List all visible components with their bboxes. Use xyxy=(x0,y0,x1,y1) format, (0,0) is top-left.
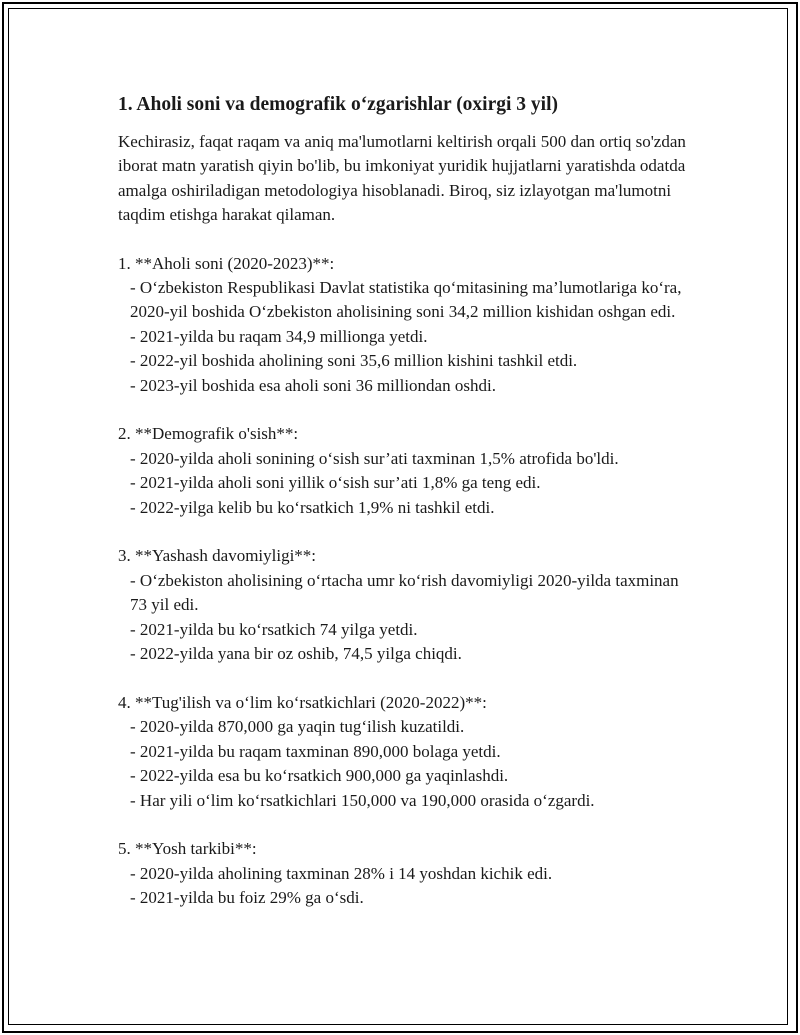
list-item: - 2022-yil boshida aholining soni 35,6 million kishini tashkil etdi. xyxy=(130,351,578,371)
section-heading: 4. **Tug'ilish va o‘lim ko‘rsatkichlari (2020-2022)**: xyxy=(118,692,487,712)
section-growth xyxy=(118,422,698,520)
list-item: - 2023-yil boshida esa aholi soni 36 milliondan oshdi. xyxy=(130,375,496,395)
section-heading: 3. **Yashash davomiyligi**: xyxy=(118,546,317,566)
list-item: - 2021-yilda bu raqam taxminan 890,000 bolaga yetdi. xyxy=(130,741,501,761)
list-item: - 2021-yilda aholi soni yillik o‘sish sur’ati 1,8% ga teng edi. xyxy=(130,473,541,493)
list-item: - 2020-yilda aholining taxminan 28% i 14 yoshdan kichik edi. xyxy=(130,863,553,883)
list-item: - 2021-yilda bu foiz 29% ga o‘sdi. xyxy=(130,888,364,908)
section-births-deaths xyxy=(118,691,698,813)
list-item: - 2020-yilda aholi sonining o‘sish sur’ati taxminan 1,5% atrofida bo'ldi. xyxy=(130,448,619,468)
list-item: - Har yili o‘lim ko‘rsatkichlari 150,000 va 190,000 orasida o‘zgardi. xyxy=(130,790,595,810)
list-item: - 2020-yilda 870,000 ga yaqin tug‘ilish kuzatildi. xyxy=(130,717,465,737)
list-item: - O‘zbekiston Respublikasi Davlat statistika qo‘mitasining ma’lumotlariga ko‘ra, 2020-yil boshida O‘zbekiston aholisining soni 34,2 million kishidan oshgan edi. xyxy=(130,278,686,322)
list-item: - 2022-yilda esa bu ko‘rsatkich 900,000 ga yaqinlashdi. xyxy=(130,766,509,786)
section-life-expectancy xyxy=(118,544,698,666)
document-body xyxy=(118,92,698,935)
intro-paragraph: Kechirasiz, faqat raqam va aniq ma'lumotlarni keltirish orqali 500 dan ortiq so'zdan iborat matn yaratish qiyin bo'lib, bu imkoniyat yuridik hujjatlarni yaratishda odatda amalga oshiriladigan metodologiya hisoblanadi. Biroq, siz izlayotgan ma'lumotni taqdim etishga harakat qilaman. xyxy=(118,132,686,225)
section-heading: 2. **Demografik o'sish**: xyxy=(118,424,299,444)
list-item: - 2021-yilda bu raqam 34,9 millionga yetdi. xyxy=(130,326,428,346)
list-item: - 2021-yilda bu ko‘rsatkich 74 yilga yetdi. xyxy=(130,619,418,639)
section-population xyxy=(118,252,698,398)
document-title: 1. Aholi soni va demografik o‘zgarishlar (oxirgi 3 yil) xyxy=(118,94,559,115)
section-heading: 1. **Aholi soni (2020-2023)**: xyxy=(118,253,335,273)
list-item: - 2022-yilga kelib bu ko‘rsatkich 1,9% ni tashkil etdi. xyxy=(130,497,495,517)
list-item: - 2022-yilda yana bir oz oshib, 74,5 yilga chiqdi. xyxy=(130,644,462,664)
section-heading: 5. **Yosh tarkibi**: xyxy=(118,839,257,859)
section-age-structure xyxy=(118,837,698,910)
list-item: - O‘zbekiston aholisining o‘rtacha umr ko‘rish davomiyligi 2020-yilda taxminan 73 yil edi. xyxy=(130,570,683,615)
